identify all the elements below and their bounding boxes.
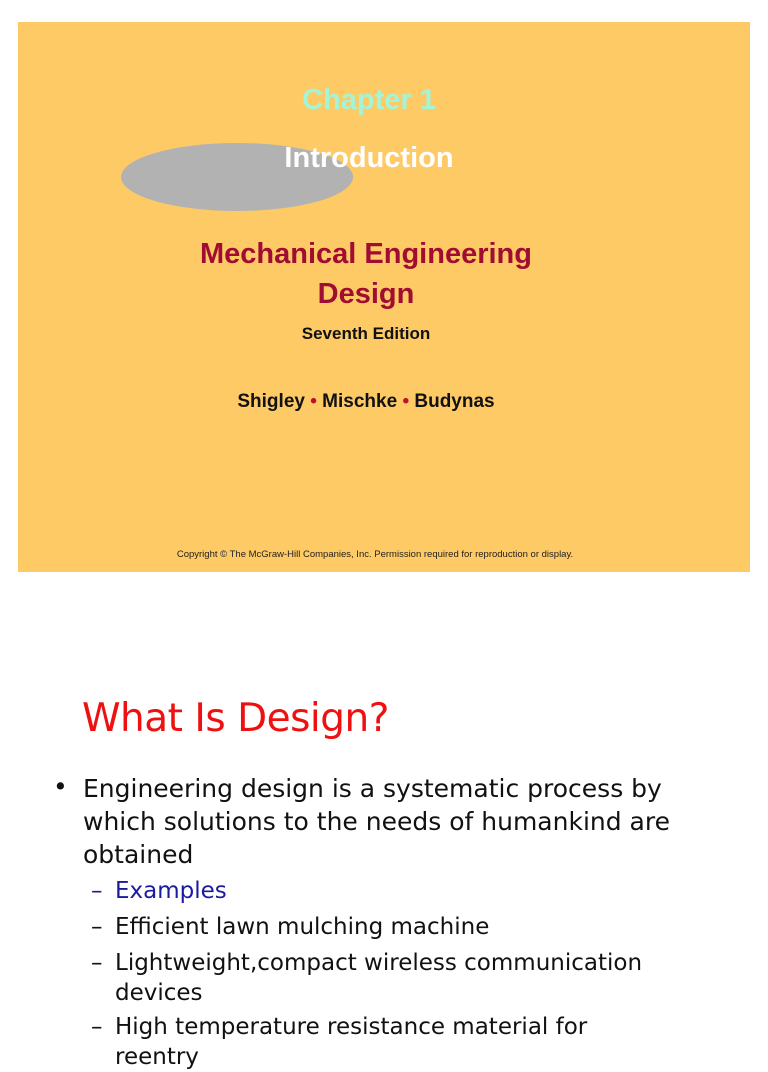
content-slide [0,600,768,1070]
title-slide [18,22,750,572]
author-1: Shigley [237,391,305,412]
book-title [0,234,732,314]
sub-item-text: High temperature resistance material for reentry [115,1014,588,1070]
sub-item-dash: – [91,950,103,976]
author-separator: • [402,391,410,412]
bullet-text: Engineering design is a systematic process by which solutions to the needs of humankind are obtained [83,774,670,869]
bullet-marker: • [53,772,68,801]
book-title-line-1: Mechanical Engineering [200,238,532,270]
sub-item [91,948,711,1008]
sub-item-text: Efficient lawn mulching machine [115,914,490,940]
authors-line [0,391,732,413]
sub-item-dash: – [91,878,103,904]
copyright-notice: Copyright © The McGraw-Hill Companies, Inc. Permission required for reproduction or display. [176,549,574,560]
chapter-label: Chapter 1 [302,84,436,116]
sub-item-dash: – [91,1014,103,1040]
book-title-line-2: Design [317,278,415,310]
sub-item-text: Examples [115,878,227,904]
sub-item-text: Lightweight,compact wireless communication devices [115,950,643,1006]
sub-item [91,1012,711,1072]
chapter-subtitle: Introduction [284,142,454,174]
author-separator: • [310,391,317,412]
author-2: Mischke [322,391,398,412]
sub-item-dash: – [91,914,103,940]
slide-title: What Is Design? [82,696,389,741]
edition-label: Seventh Edition [301,324,431,343]
sub-item [91,876,711,906]
author-3: Budynas [414,391,495,412]
sub-item [91,912,711,942]
